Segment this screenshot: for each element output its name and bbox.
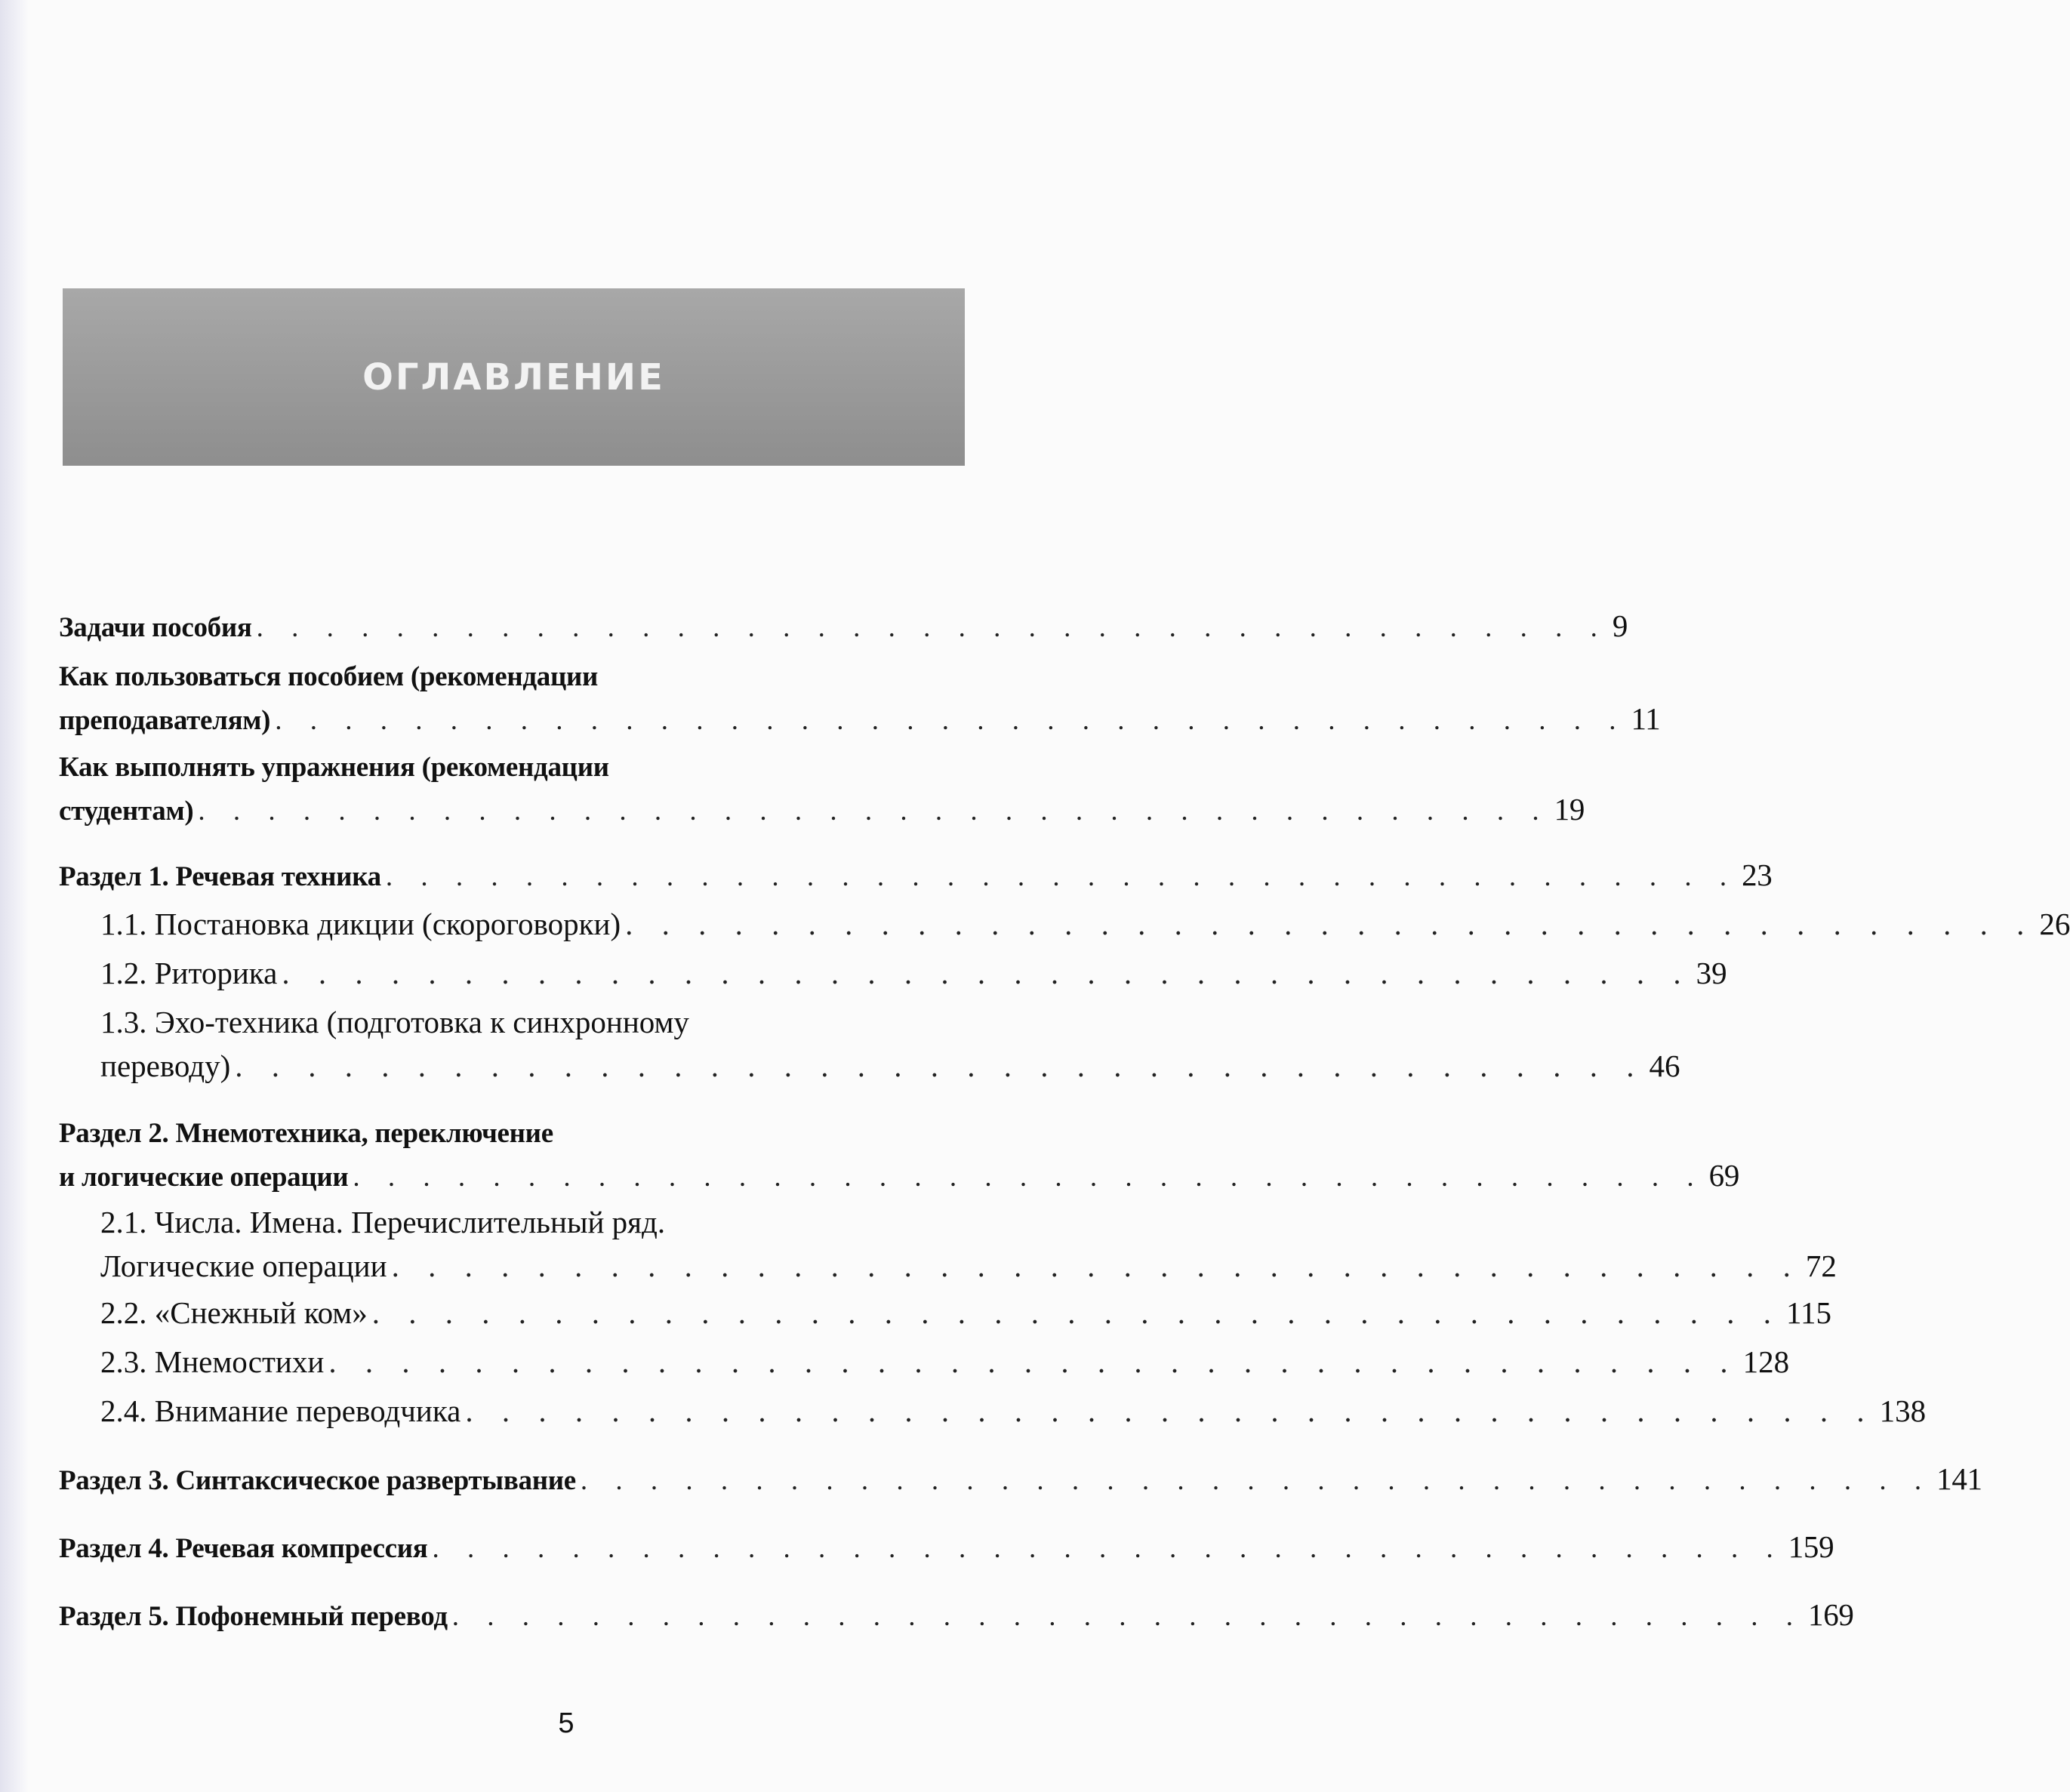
toc-entry-title-line: Раздел 2. Мнемотехника, переключение xyxy=(59,1118,553,1149)
toc-leader-dots: . . . . . . . . . . . . . . . . . . . . . . . . . . . . . . . . . . . . . . . xyxy=(391,1249,1801,1283)
toc-entry[interactable] xyxy=(59,1589,1854,1633)
toc-leader-dots: . . . . . . . . . . . . . . . . . . . . . . . . . . . . . . . . . . . . . . . xyxy=(275,705,1627,736)
toc-leader-dots: . . . . . . . . . . . . . . . . . . . . . . . . . . . . . . . . . . . . . . . xyxy=(580,1465,1933,1496)
toc-entry[interactable] xyxy=(59,649,1661,737)
toc-leader-dots: . . . . . . . . . . . . . . . . . . . . . . . . . . . . . . . . . . . . . . . xyxy=(328,1344,1739,1379)
toc-entry-title: 2.2. «Снежный ком» xyxy=(100,1295,368,1330)
toc-entry-title-line: 1.3. Эхо-техника (подготовка к синхронному xyxy=(100,1005,689,1039)
toc-entry-title: Задачи пособия xyxy=(59,612,252,643)
toc-entry[interactable] xyxy=(59,740,1585,827)
toc-entry-page: 128 xyxy=(1742,1344,1790,1379)
toc-entry[interactable] xyxy=(59,600,1628,644)
toc-entry[interactable] xyxy=(100,996,1680,1084)
toc-entry-title: переводу) xyxy=(100,1048,231,1083)
toc-title: ОГЛАВЛЕНИЕ xyxy=(362,356,665,399)
toc-entry[interactable] xyxy=(100,1196,1837,1284)
toc-entry-page: 169 xyxy=(1808,1597,1854,1632)
toc-entry-title-line: Как пользоваться пособием (рекомендации xyxy=(59,661,599,692)
toc-entry-title: студентам) xyxy=(59,796,194,827)
toc-entry-title: Логические операции xyxy=(100,1249,387,1283)
toc-entry[interactable] xyxy=(59,1521,1834,1565)
toc-leader-dots: . . . . . . . . . . . . . . . . . . . . . . . . . . . . . . . . . . . . . . . xyxy=(432,1533,1784,1564)
toc-entry[interactable] xyxy=(100,1336,1790,1380)
toc-leader-dots: . . . . . . . . . . . . . . . . . . . . . . . . . . . . . . . . . . . . . . . xyxy=(465,1393,1875,1428)
toc-leader-dots: . . . . . . . . . . . . . . . . . . . . . . . . . . . . . . . . . . . . . . . xyxy=(235,1048,1645,1083)
toc-entry-title: Раздел 4. Речевая компрессия xyxy=(59,1533,428,1564)
toc-entry-title: Раздел 1. Речевая техника xyxy=(59,861,381,892)
toc-leader-dots: . . . . . . . . . . . . . . . . . . . . . . . . . . . . . . . . . . . . . . . xyxy=(282,956,1692,990)
toc-entry-page: 69 xyxy=(1708,1158,1740,1193)
toc-entry-title: преподавателям) xyxy=(59,705,271,736)
toc-leader-dots: . . . . . . . . . . . . . . . . . . . . . . . . . . . . . . . . . . . . . . . xyxy=(198,796,1550,827)
toc-entry-page: 46 xyxy=(1649,1048,1680,1083)
toc-leader-dots: . . . . . . . . . . . . . . . . . . . . . . . . . . . . . . . . . . . . . . . xyxy=(385,861,1738,892)
toc-entry-page: 159 xyxy=(1788,1529,1834,1564)
toc-entry[interactable] xyxy=(59,1453,1982,1497)
toc-entry-page: 72 xyxy=(1805,1249,1837,1283)
toc-entry[interactable] xyxy=(100,898,2070,942)
toc-entry-title: и логические операции xyxy=(59,1162,349,1193)
toc-entry-page: 23 xyxy=(1742,858,1773,892)
toc-entry[interactable] xyxy=(59,849,1773,893)
toc-leader-dots: . . . . . . . . . . . . . . . . . . . . . . . . . . . . . . . . . . . . . . . xyxy=(371,1295,1782,1330)
toc-entry-title: 2.3. Мнемостихи xyxy=(100,1344,325,1379)
toc-entry-page: 26 xyxy=(2039,907,2070,941)
page-number: 5 xyxy=(558,1707,574,1739)
toc-entry-title: 1.1. Постановка дикции (скороговорки) xyxy=(100,907,621,941)
toc-leader-dots: . . . . . . . . . . . . . . . . . . . . . . . . . . . . . . . . . . . . . . . xyxy=(451,1601,1804,1632)
toc-entry-title: Раздел 3. Синтаксическое развертывание xyxy=(59,1465,576,1496)
toc-entry[interactable] xyxy=(100,947,1727,991)
toc-entry-page: 141 xyxy=(1936,1461,1982,1496)
toc-entry-title: 1.2. Риторика xyxy=(100,956,278,990)
toc-entry[interactable] xyxy=(59,1106,1740,1193)
toc-entry-page: 19 xyxy=(1554,792,1585,827)
toc-entry-page: 9 xyxy=(1612,608,1628,643)
toc-entry-title: Раздел 5. Пофонемный перевод xyxy=(59,1601,448,1632)
toc-entry-page: 115 xyxy=(1786,1295,1831,1330)
toc-leader-dots: . . . . . . . . . . . . . . . . . . . . . . . . . . . . . . . . . . . . . . . xyxy=(256,612,1608,643)
toc-entry-page: 11 xyxy=(1631,701,1661,736)
toc-leader-dots: . . . . . . . . . . . . . . . . . . . . . . . . . . . . . . . . . . . . . . . xyxy=(625,907,2035,941)
toc-entry-page: 39 xyxy=(1696,956,1727,990)
toc-entry[interactable] xyxy=(100,1287,1831,1331)
toc-entry-title-line: 2.1. Числа. Имена. Перечислительный ряд. xyxy=(100,1205,666,1239)
toc-entry-title-line: Как выполнять упражнения (рекомендации xyxy=(59,752,609,783)
toc-leader-dots: . . . . . . . . . . . . . . . . . . . . . . . . . . . . . . . . . . . . . . . xyxy=(353,1162,1705,1193)
toc-entry-title: 2.4. Внимание переводчика xyxy=(100,1393,461,1428)
toc-entry[interactable] xyxy=(100,1385,1927,1429)
toc-entry-page: 138 xyxy=(1879,1393,1927,1428)
